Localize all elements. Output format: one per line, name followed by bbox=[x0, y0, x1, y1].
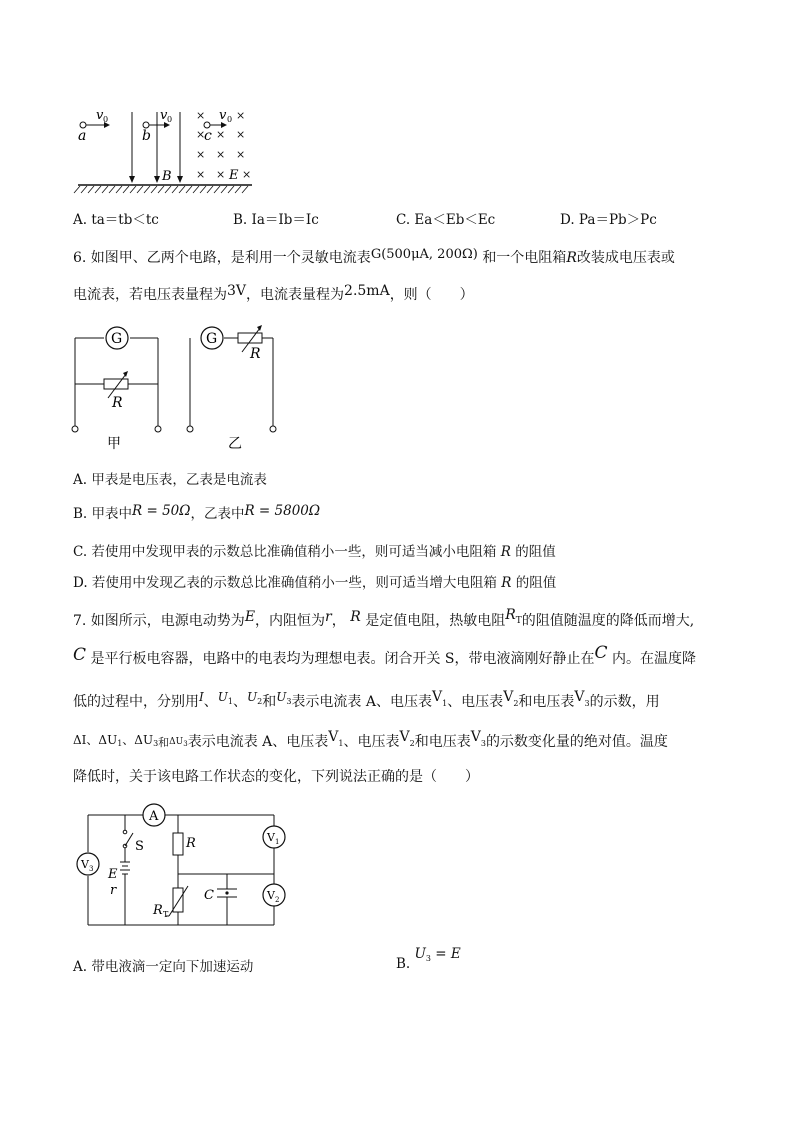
sub: 2 bbox=[409, 739, 415, 748]
q6-r-symbol: R bbox=[500, 544, 511, 560]
q7-rt-symbol: R bbox=[505, 607, 516, 623]
cross: × bbox=[236, 148, 246, 161]
label-v0-a: v bbox=[96, 108, 104, 123]
label-V3: V bbox=[81, 858, 89, 871]
label-RT-sub: T bbox=[163, 910, 169, 919]
q7-option-b[interactable] bbox=[396, 946, 461, 972]
q7-u1-symbol: U bbox=[217, 690, 228, 704]
q7-text: 、电压表 bbox=[447, 694, 504, 710]
q6-option-b[interactable] bbox=[73, 502, 320, 522]
q7-delta-i: ΔI、ΔU bbox=[73, 733, 118, 747]
label-r: r bbox=[110, 883, 117, 898]
cross: × bbox=[216, 148, 226, 161]
label-R-jia: R bbox=[112, 395, 123, 411]
q6-option-c-text: 的阻值 bbox=[515, 544, 556, 560]
q7-r-symbol: r bbox=[325, 609, 332, 625]
q6-option-c[interactable] bbox=[73, 540, 556, 560]
sub: 3 bbox=[425, 954, 431, 963]
q6-stem-line1 bbox=[73, 248, 675, 269]
q7-v2-symbol: V bbox=[399, 729, 410, 745]
q7-text: 和 bbox=[158, 736, 170, 749]
q6-text: 改装成电压表或 bbox=[576, 250, 675, 266]
sub: 2 bbox=[257, 697, 263, 706]
q7-rt-sub: T bbox=[515, 616, 522, 626]
cross: × bbox=[196, 148, 206, 161]
sub: 3 bbox=[153, 739, 159, 748]
q6-stem-line2 bbox=[73, 285, 474, 305]
q7-stem-line2 bbox=[73, 643, 696, 669]
q7-v3-symbol: V bbox=[574, 689, 585, 705]
q5-option-d[interactable]: D. Pa＝Pb＞Pc bbox=[560, 212, 657, 228]
q7-c-symbol: C bbox=[73, 645, 87, 665]
q7-stem-line1 bbox=[73, 607, 695, 633]
cross: × bbox=[236, 128, 246, 141]
cross: × bbox=[196, 168, 206, 181]
sub: 3 bbox=[286, 697, 292, 706]
cross: × bbox=[236, 109, 246, 122]
label-B: B bbox=[162, 169, 172, 184]
label-V2: V bbox=[267, 889, 275, 902]
q7-text: 表示电流表 A、电压表 bbox=[187, 734, 329, 750]
q6-option-b-text: ，乙表中 bbox=[190, 506, 245, 522]
q7-v2-symbol: V bbox=[503, 689, 514, 705]
q5-figure bbox=[70, 102, 260, 196]
q7-u3-symbol: U bbox=[276, 690, 287, 704]
q6-option-b-text: B. 甲表中 bbox=[73, 506, 133, 522]
q7-option-b-u: U bbox=[414, 946, 426, 962]
label-a: a bbox=[78, 128, 87, 144]
q7-stem-line4 bbox=[73, 729, 668, 754]
label-yi: 乙 bbox=[228, 436, 242, 452]
cross: × bbox=[216, 128, 226, 141]
q7-v1-symbol: V bbox=[328, 729, 339, 745]
q7-c-symbol: C bbox=[594, 643, 608, 663]
label-V3-sub: 3 bbox=[89, 865, 94, 873]
label-A: A bbox=[149, 809, 159, 824]
cross: × bbox=[196, 128, 206, 141]
label-jia: 甲 bbox=[107, 436, 121, 452]
cross: × bbox=[216, 168, 226, 181]
q7-text: 低的过程中，分别用 bbox=[73, 694, 199, 710]
sub: 3 bbox=[584, 699, 590, 708]
sub: 3 bbox=[480, 739, 486, 748]
label-G: G bbox=[206, 331, 218, 347]
q6-voltage-range: 3V bbox=[227, 283, 247, 299]
label-v0-b: v bbox=[160, 108, 168, 123]
label-R-yi: R bbox=[250, 346, 261, 362]
sub: 1 bbox=[338, 739, 344, 748]
label-v0-b-sub: 0 bbox=[167, 115, 173, 124]
q7-delta-u: 、ΔU bbox=[122, 733, 154, 747]
q6-text: 电流表，若电压表量程为 bbox=[73, 287, 227, 303]
q7-delta-u3: ΔU bbox=[169, 737, 184, 747]
label-R: R bbox=[186, 836, 196, 851]
label-V1: V bbox=[267, 831, 275, 844]
label-E: E bbox=[229, 168, 239, 183]
q7-circuit-figure bbox=[72, 802, 292, 934]
q6-option-d[interactable] bbox=[73, 571, 556, 591]
label-b: b bbox=[142, 128, 151, 144]
sub: 1 bbox=[117, 739, 123, 748]
q7-option-b-text: B. bbox=[396, 956, 411, 972]
q7-stem-line5: 降低时，关于该电路工作状态的变化，下列说法正确的是（ ） bbox=[73, 769, 479, 785]
cross: × bbox=[196, 109, 206, 122]
q7-text: 、电压表 bbox=[343, 734, 400, 750]
cross: × bbox=[242, 168, 252, 181]
q7-stem-line3: 低的过程中，分别用I、U1、U2和U3表示电流表 A、电压表V1、电压表V2和电压表V3的示数，用 bbox=[73, 689, 660, 710]
q7-text: ， bbox=[331, 613, 346, 629]
q5-option-b[interactable]: B. Ia＝Ib＝Ic bbox=[233, 212, 319, 228]
q7-u2-symbol: U bbox=[246, 690, 258, 704]
q6-text: ，则（ ） bbox=[389, 287, 474, 303]
q7-text: ，内阻恒为 bbox=[255, 613, 326, 629]
label-c: c bbox=[204, 128, 212, 144]
q7-text: 7. 如图所示，电源电动势为 bbox=[73, 613, 245, 629]
label-S: S bbox=[135, 839, 144, 854]
q6-figure bbox=[68, 322, 288, 452]
label-G: G bbox=[111, 331, 123, 347]
q7-option-a[interactable]: A. 带电液滴一定向下加速运动 bbox=[73, 959, 254, 975]
q7-text: 和电压表 bbox=[518, 694, 575, 710]
q7-text: 的示数变化量的绝对值。温度 bbox=[485, 734, 668, 750]
q7-text: 是平行板电容器，电路中的电表均为理想电表。闭合开关 S，带电液滴刚好静止在 bbox=[90, 651, 595, 667]
q7-text: 内。在温度降 bbox=[611, 651, 696, 667]
q6-option-b-eq2: R = 5800Ω bbox=[244, 503, 321, 519]
q6-current-range: 2.5mA bbox=[344, 283, 390, 299]
q7-v1-symbol: V bbox=[431, 689, 443, 705]
q7-text: 表示电流表 A、电压表 bbox=[291, 694, 432, 710]
q5-option-a[interactable]: A. ta＝tb＜tc bbox=[73, 212, 159, 228]
q7-i-symbol: I bbox=[199, 690, 204, 704]
label-RT: R bbox=[153, 903, 163, 918]
q7-text: 的示数，用 bbox=[589, 694, 660, 710]
label-C: C bbox=[204, 888, 214, 903]
label-V2-sub: 2 bbox=[275, 896, 280, 904]
q7-R-symbol: R bbox=[350, 609, 361, 625]
label-E: E bbox=[108, 867, 118, 882]
q5-option-c[interactable]: C. Ea＜Eb＜Ec bbox=[396, 212, 496, 228]
label-v0-c-sub: 0 bbox=[227, 115, 233, 124]
sub: 3 bbox=[183, 740, 188, 748]
q6-r-symbol: R bbox=[501, 575, 512, 591]
label-v0-a-sub: 0 bbox=[103, 115, 109, 124]
q7-text: 的阻值随温度的降低而增大, bbox=[521, 613, 695, 629]
q6-option-c-text: C. 若使用中发现甲表的示数总比准确值稍小一些，则可适当减小电阻箱 bbox=[73, 544, 497, 560]
q7-text: 是定值电阻，热敏电阻 bbox=[365, 613, 506, 629]
sub: 1 bbox=[442, 699, 448, 708]
q6-option-a[interactable]: A. 甲表是电压表，乙表是电流表 bbox=[73, 472, 267, 488]
q7-e-symbol: E bbox=[244, 609, 256, 625]
label-v0-c: v bbox=[219, 108, 227, 123]
q6-text: ，电流表量程为 bbox=[246, 287, 345, 303]
q6-text: 6. 如图甲、乙两个电路，是利用一个灵敏电流表 bbox=[73, 250, 371, 266]
q6-option-d-text: 的阻值 bbox=[515, 575, 557, 591]
q6-r-symbol: R bbox=[566, 250, 577, 266]
q6-option-b-eq1: R = 50Ω bbox=[132, 503, 191, 519]
q6-option-d-text: D. 若使用中发现乙表的示数总比准确值稍小一些，则可适当增大电阻箱 bbox=[73, 575, 497, 591]
sub: 1 bbox=[227, 697, 233, 706]
q6-galvanometer-spec: G(500μA, 200Ω) bbox=[370, 247, 478, 262]
q7-text: 和电压表 bbox=[414, 734, 471, 750]
q7-v3-symbol: V bbox=[470, 729, 481, 745]
sub: 2 bbox=[513, 699, 519, 708]
q7-option-b-eq: = E bbox=[431, 946, 461, 962]
q6-text: 和一个电阻箱 bbox=[482, 250, 567, 266]
label-V1-sub: 1 bbox=[275, 838, 280, 846]
